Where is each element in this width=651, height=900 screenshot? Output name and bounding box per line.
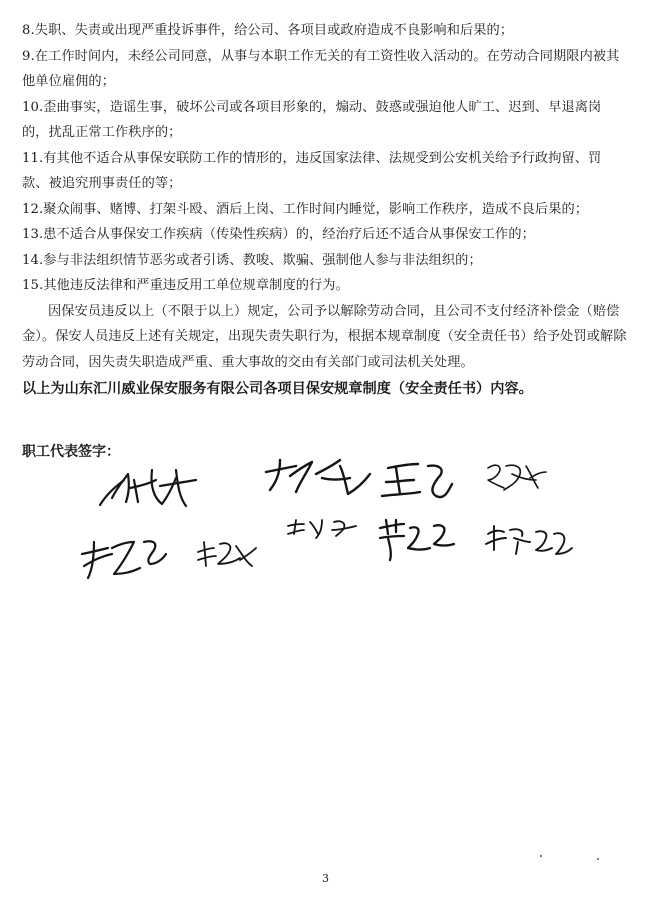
clause-10: 10.歪曲事实，造谣生事，破坏公司或各项目形象的，煽动、鼓惑或强迫他人旷工、迟到、早退离岗的，扰乱正常工作秩序的； — [22, 99, 602, 140]
signature-8 — [380, 520, 454, 560]
clause-11: 11.有其他不适合从事保安联防工作的情形的，违反国家法律、法规受到公安机关给予行政拘留、罚款、被追究刑事责任的等； — [22, 150, 602, 191]
signature-3 — [382, 464, 452, 497]
signature-label: 职工代表签字： — [22, 444, 120, 460]
signature-1 — [100, 470, 196, 506]
signature-9 — [486, 526, 572, 554]
signature-2 — [266, 460, 370, 494]
summary-statement: 以上为山东汇川威业保安服务有限公司各项目保安规章制度（安全责任书）内容。 — [22, 381, 533, 397]
clause-9: 9.在工作时间内，未经公司同意，从事与本职工作无关的有工资性收入活动的。在劳动合同期限内被其他单位雇佣的； — [22, 48, 620, 89]
signature-area — [0, 430, 651, 600]
signature-7 — [288, 520, 356, 538]
signature-6 — [198, 542, 256, 566]
regulation-text — [22, 18, 627, 402]
closing-paragraph: 因保安员违反以上（不限于以上）规定，公司予以解除劳动合同，且公司不支付经济补偿金（赔偿金）。保安人员违反上述有关规定，出现失责失职行为，根据本规章制度（安全责任书）给予处罚或解除劳动合同，因失责失职造成严重、重大事故的交由有关部门或司法机关处理。 — [22, 303, 627, 370]
page-number: 3 — [322, 872, 329, 885]
clause-8: 8.失职、失责或出现严重投诉事件，给公司、各项目或政府造成不良影响和后果的； — [22, 23, 514, 38]
scan-speck — [597, 858, 599, 860]
signature-4 — [488, 465, 546, 490]
clause-15: 15.其他违反法律和严重违反用工单位规章制度的行为。 — [22, 278, 349, 293]
clause-13: 13.患不适合从事保安工作疾病（传染性疾病）的，经治疗后还不适合从事保安工作的； — [22, 227, 535, 242]
clause-14: 14.参与非法组织情节恶劣或者引诱、教唆、欺骗、强制他人参与非法组织的； — [22, 252, 482, 268]
scan-speck — [540, 855, 542, 857]
signature-5 — [82, 541, 166, 578]
clause-12: 12.聚众闹事、赌博、打架斗殴、酒后上岗、工作时间内睡觉，影响工作秩序，造成不良后果的； — [22, 201, 589, 217]
